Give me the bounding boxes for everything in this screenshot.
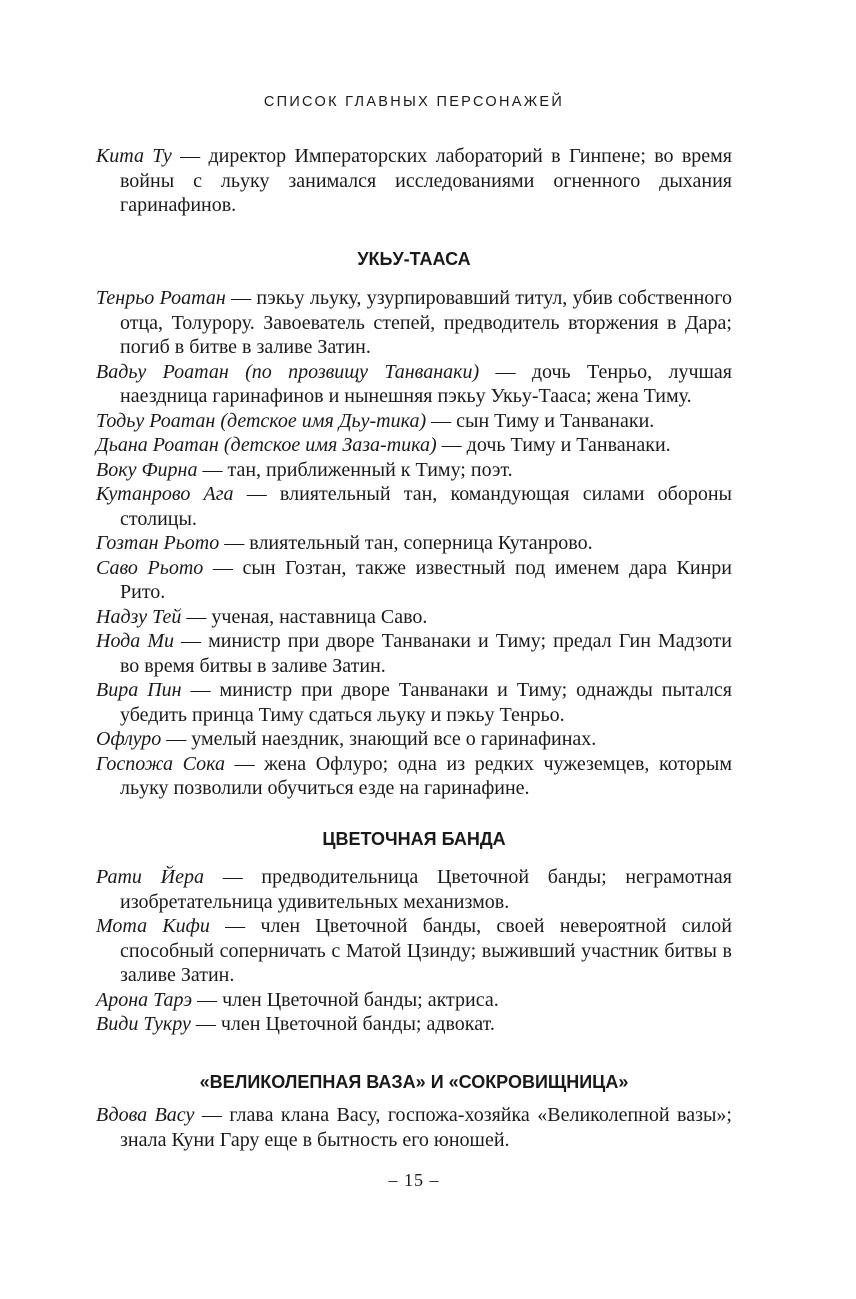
- character-description: — член Цветочной банды, своей невероятной силой способный соперничать с Матой Цзинду; выживший участник битвы в заливе Затин.: [120, 915, 732, 986]
- character-entry: [96, 556, 732, 605]
- section-title: «ВЕЛИКОЛЕПНАЯ ВАЗА» И «СОКРОВИЩНИЦА»: [199, 1072, 629, 1092]
- book-page: [96, 0, 732, 1299]
- section-vase-treasury: [96, 1070, 732, 1094]
- page-number: – 15 –: [388, 1170, 440, 1190]
- character-name: Тодьу Роатан (детское имя Дьу-тика): [96, 409, 427, 432]
- character-name: Саво Рьото: [96, 556, 204, 579]
- character-entry: [96, 286, 732, 360]
- character-description: — член Цветочной банды; адвокат.: [190, 1013, 495, 1035]
- character-name: Вдова Васу: [96, 1104, 195, 1126]
- section-title: ЦВЕТОЧНАЯ БАНДА: [322, 829, 506, 849]
- intro-block: [96, 144, 732, 218]
- character-entry: [96, 914, 732, 988]
- character-description: — член Цветочной банды; актриса.: [192, 988, 499, 1011]
- character-name: Арона Тарэ: [96, 988, 193, 1011]
- character-name: Офлуро: [96, 728, 162, 750]
- character-entry: [96, 1012, 732, 1037]
- section-flower-gang-entries: [96, 865, 732, 1037]
- character-name: Тенрьо Роатан: [96, 287, 226, 309]
- character-entry: [96, 409, 732, 434]
- character-description: — влиятельный тан, командующая силами обороны столицы.: [120, 483, 732, 530]
- character-name: Воку Фирна: [96, 458, 198, 481]
- section-ukyu-taasa-entries: [96, 286, 732, 801]
- character-name: Гозтан Рьото: [96, 532, 220, 554]
- character-entry: [96, 605, 732, 630]
- character-entry: [96, 988, 732, 1013]
- character-description: — дочь Тенрьо, лучшая наездница гаринафинов и нынешняя пэкьу Укьу-Тааса; жена Тиму.: [120, 360, 733, 407]
- character-entry: [96, 752, 732, 801]
- character-description: — глава клана Васу, госпожа-хозяйка «Великолепной вазы»; знала Куни Гару еще в бытность его юношей.: [120, 1104, 732, 1151]
- character-description: — сын Тиму и Танванаки.: [426, 409, 655, 432]
- character-name: Рати Йера: [96, 866, 204, 888]
- character-name: Кита Ту: [96, 145, 172, 167]
- character-description: — влиятельный тан, соперница Кутанрово.: [219, 532, 593, 554]
- character-description: — пэкьу льуку, узурпировавший титул, убив собственного отца, Толурору. Завоеватель степей, предводитель вторжения в Дара; погиб в битве в заливе Затин.: [120, 287, 733, 358]
- character-entry: [96, 433, 732, 458]
- character-description: — предводительница Цветочной банды; неграмотная изобретательница удивительных механизмов.: [120, 866, 732, 913]
- character-entry: [96, 531, 732, 556]
- character-description: — тан, приближенный к Тиму; поэт.: [197, 458, 513, 481]
- character-description: — сын Гозтан, также известный под именем дара Кинри Рито.: [120, 556, 733, 603]
- character-entry: [96, 865, 732, 914]
- character-name: Вадьу Роатан (по прозвищу Танванаки): [96, 360, 480, 383]
- character-entry: [96, 629, 732, 678]
- character-name: Нода Ми: [96, 630, 174, 652]
- character-name: Дьана Роатан (детское имя Заза-тика): [96, 434, 437, 456]
- character-description: — министр при дворе Танванаки и Тиму; однажды пытался убедить принца Тиму сдаться льуку и пэкьу Тенрьо.: [120, 679, 732, 726]
- character-description: — жена Офлуро; одна из редких чужеземцев, которым льуку позволили обучиться езде на гаринафине.: [120, 752, 732, 799]
- character-name: Види Тукру: [96, 1013, 191, 1035]
- section-ukyu-taasa: [96, 247, 732, 271]
- character-entry: [96, 482, 732, 531]
- character-description: — умелый наездник, знающий все о гаринафинах.: [161, 728, 597, 750]
- character-entry: [96, 678, 732, 727]
- section-vase-treasury-entries: [96, 1103, 732, 1152]
- character-entry: [96, 727, 732, 752]
- character-entry: [96, 458, 732, 483]
- section-title: УКЬУ-ТААСА: [357, 249, 471, 269]
- character-description: — министр при дворе Танванаки и Тиму; предал Гин Мадзоти во время битвы в заливе Затин.: [120, 630, 732, 677]
- character-entry: [96, 360, 732, 409]
- character-name: Мота Кифи: [96, 915, 210, 937]
- character-name: Вира Пин: [96, 679, 182, 701]
- character-description: — ученая, наставница Саво.: [181, 605, 428, 628]
- character-description: — директор Императорских лабораторий в Гинпене; во время войны с льуку занимался исследованиями огненного дыхания гаринафинов.: [120, 145, 732, 216]
- character-name: Госпожа Сока: [96, 752, 225, 775]
- running-head: СПИСОК ГЛАВНЫХ ПЕРСОНАЖЕЙ: [263, 94, 565, 110]
- character-name: Кутанрово Ага: [96, 483, 234, 505]
- character-entry: [96, 144, 732, 218]
- character-name: Надзу Тей: [96, 605, 182, 628]
- section-flower-gang: [96, 827, 732, 851]
- character-description: — дочь Тиму и Танванаки.: [436, 434, 671, 456]
- character-entry: [96, 1103, 732, 1152]
